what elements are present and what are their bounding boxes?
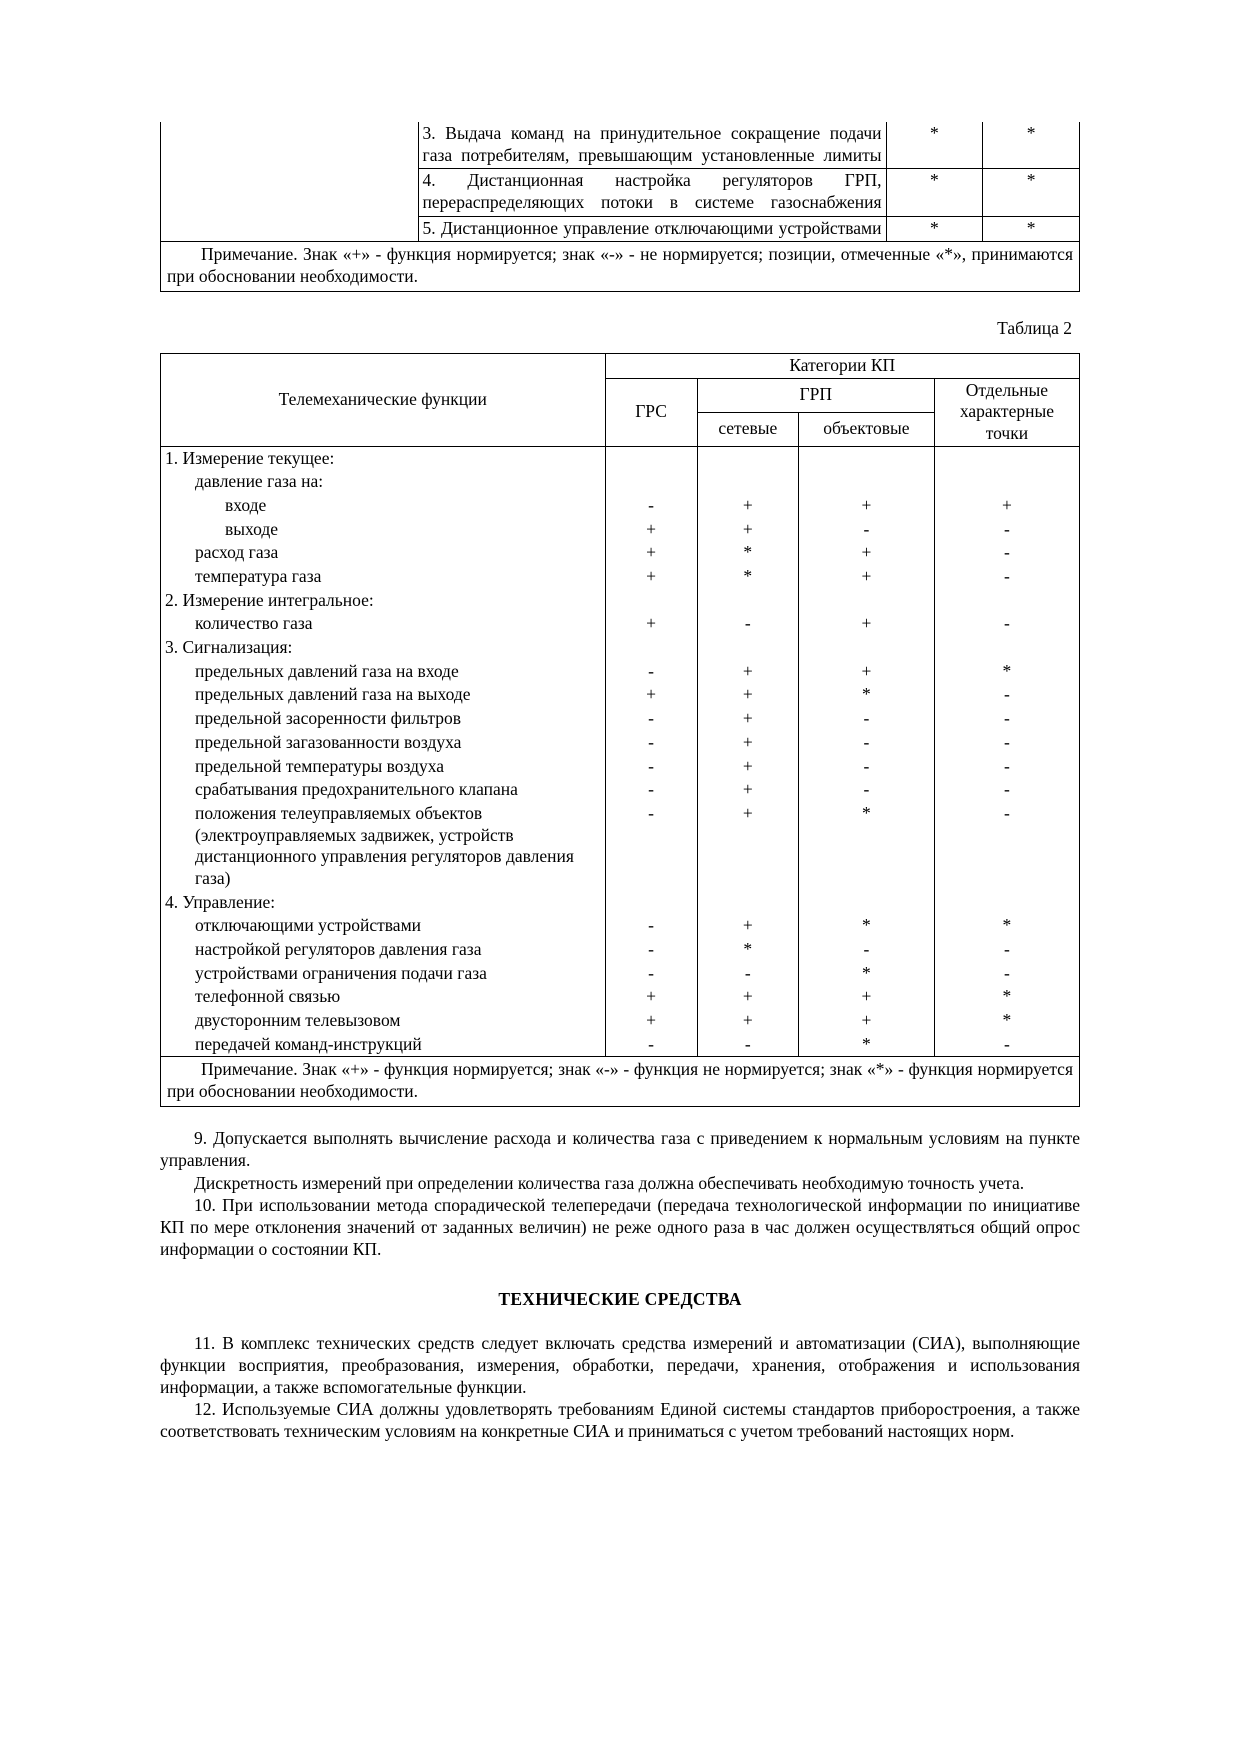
table1-function-description: 5. Дистанционное управление отключающими устройствами bbox=[418, 216, 886, 242]
table2-value-grp-network: + bbox=[697, 985, 798, 1009]
table2-value-grp-network: - bbox=[697, 1033, 798, 1057]
table2-value-separate bbox=[934, 446, 1079, 470]
table2-value-grp-object: + bbox=[798, 985, 934, 1009]
table2-header-grp-object: объектовые bbox=[798, 412, 934, 446]
table2-value-grp-object bbox=[798, 891, 934, 915]
table2-value-grs: - bbox=[605, 914, 697, 938]
table2-value-grp-object: + bbox=[798, 541, 934, 565]
table2-row bbox=[161, 612, 1080, 636]
table2-value-separate: - bbox=[934, 962, 1079, 986]
table2-function-label: передачей команд-инструкций bbox=[161, 1033, 606, 1057]
table2-value-separate: - bbox=[934, 802, 1079, 891]
table2-value-grp-object: + bbox=[798, 494, 934, 518]
table2-header-grs: ГРС bbox=[605, 378, 697, 446]
table2-value-grp-object: + bbox=[798, 1009, 934, 1033]
table2-value-grs bbox=[605, 589, 697, 613]
table2-row bbox=[161, 541, 1080, 565]
table2-function-label: 4. Управление: bbox=[161, 891, 606, 915]
table2-value-grs: - bbox=[605, 778, 697, 802]
table2-function-label: телефонной связью bbox=[161, 985, 606, 1009]
table2-value-grp-object: + bbox=[798, 565, 934, 589]
table2-function-label: температура газа bbox=[161, 565, 606, 589]
table2-function-label: срабатывания предохранительного клапана bbox=[161, 778, 606, 802]
table2-value-grs: + bbox=[605, 518, 697, 542]
table1-mark-col1: * bbox=[886, 169, 983, 216]
table-row bbox=[161, 122, 1080, 169]
table2-value-grp-object: - bbox=[798, 778, 934, 802]
table2-value-grs: - bbox=[605, 1033, 697, 1057]
table2-value-grs: - bbox=[605, 731, 697, 755]
table2-value-separate: - bbox=[934, 565, 1079, 589]
table2-value-grp-network: + bbox=[697, 494, 798, 518]
table2-function-label: предельной засоренности фильтров bbox=[161, 707, 606, 731]
table2-value-grp-network: * bbox=[697, 541, 798, 565]
table2-row bbox=[161, 731, 1080, 755]
table2-value-separate: - bbox=[934, 707, 1079, 731]
table2-row bbox=[161, 778, 1080, 802]
table2-value-grs bbox=[605, 891, 697, 915]
table2-value-separate: * bbox=[934, 985, 1079, 1009]
table2-value-grp-network: * bbox=[697, 938, 798, 962]
table2-value-grp-network: + bbox=[697, 755, 798, 779]
table1-function-description: 3. Выдача команд на принудительное сокращение подачи газа потребителям, превышающим установленные лимиты bbox=[418, 122, 886, 169]
table2-row bbox=[161, 938, 1080, 962]
table2-value-grp-network bbox=[697, 891, 798, 915]
table2-value-separate bbox=[934, 589, 1079, 613]
table2-value-separate: - bbox=[934, 518, 1079, 542]
table2-value-grs: - bbox=[605, 755, 697, 779]
body-text-block-1 bbox=[160, 1127, 1080, 1260]
table2-value-grp-network: + bbox=[697, 778, 798, 802]
table2-value-grp-network: + bbox=[697, 1009, 798, 1033]
table2-value-grp-object: + bbox=[798, 612, 934, 636]
table2-value-separate: - bbox=[934, 755, 1079, 779]
body-text-block-2 bbox=[160, 1332, 1080, 1443]
table2-value-grs: + bbox=[605, 1009, 697, 1033]
table2-row bbox=[161, 802, 1080, 891]
table2-function-label: устройствами ограничения подачи газа bbox=[161, 962, 606, 986]
table2-header-row-1 bbox=[161, 353, 1080, 378]
table-1-continuation bbox=[160, 122, 1080, 292]
table2-function-label: 1. Измерение текущее: bbox=[161, 446, 606, 470]
table2-value-grp-network bbox=[697, 470, 798, 494]
table2-value-grs: + bbox=[605, 565, 697, 589]
table2-value-grp-object: - bbox=[798, 938, 934, 962]
table2-function-label: входе bbox=[161, 494, 606, 518]
table2-header-grp: ГРП bbox=[697, 378, 934, 412]
table2-row bbox=[161, 707, 1080, 731]
table2-header-categories: Категории КП bbox=[605, 353, 1080, 378]
table2-value-grp-network: + bbox=[697, 518, 798, 542]
table-2 bbox=[160, 353, 1080, 1107]
table2-value-grp-object: - bbox=[798, 707, 934, 731]
table2-value-separate: - bbox=[934, 612, 1079, 636]
table2-value-grs: - bbox=[605, 707, 697, 731]
table2-value-separate: + bbox=[934, 494, 1079, 518]
table2-value-separate: - bbox=[934, 683, 1079, 707]
table2-value-grs: - bbox=[605, 938, 697, 962]
table2-row bbox=[161, 985, 1080, 1009]
table2-value-grs: + bbox=[605, 683, 697, 707]
table2-value-grp-object: - bbox=[798, 731, 934, 755]
table2-header-grp-network: сетевые bbox=[697, 412, 798, 446]
table2-row bbox=[161, 470, 1080, 494]
table2-value-grp-network: + bbox=[697, 731, 798, 755]
table2-value-grp-object: - bbox=[798, 518, 934, 542]
table2-function-label: выходе bbox=[161, 518, 606, 542]
table2-row bbox=[161, 518, 1080, 542]
table2-function-label: предельных давлений газа на выходе bbox=[161, 683, 606, 707]
table2-value-separate: * bbox=[934, 660, 1079, 684]
paragraph-10: 10. При использовании метода спорадической телепередачи (передача технологической информации по инициативе КП по мере отклонения значений от заданных величин) не реже одного раза в час должен осуществляться общий опрос информации о состоянии КП. bbox=[160, 1194, 1080, 1260]
table2-value-grp-network bbox=[697, 446, 798, 470]
table2-value-grp-object bbox=[798, 470, 934, 494]
table2-row bbox=[161, 914, 1080, 938]
table2-value-separate: * bbox=[934, 1009, 1079, 1033]
table2-row bbox=[161, 660, 1080, 684]
table1-empty-cell bbox=[161, 122, 419, 242]
paragraph-discreteness: Дискретность измерений при определении количества газа должна обеспечивать необходимую точность учета. bbox=[194, 1172, 1025, 1193]
table2-value-separate: - bbox=[934, 731, 1079, 755]
table2-value-grp-network: + bbox=[697, 802, 798, 891]
table2-note: Примечание. Знак «+» - функция нормируется; знак «-» - функция не нормируется; знак «*» - функция нормируется при обосновании необходимости. bbox=[161, 1057, 1080, 1107]
page-content bbox=[160, 122, 1080, 1443]
table2-value-grs: - bbox=[605, 660, 697, 684]
table2-value-grs: + bbox=[605, 985, 697, 1009]
table2-value-grp-network: + bbox=[697, 914, 798, 938]
table1-mark-col2: * bbox=[983, 216, 1080, 242]
table2-function-label: 2. Измерение интегральное: bbox=[161, 589, 606, 613]
table2-function-label: предельной загазованности воздуха bbox=[161, 731, 606, 755]
table2-function-label: настройкой регуляторов давления газа bbox=[161, 938, 606, 962]
table2-value-grp-network bbox=[697, 589, 798, 613]
table2-value-grp-object: * bbox=[798, 962, 934, 986]
table2-row bbox=[161, 1033, 1080, 1057]
table2-value-grp-network: + bbox=[697, 683, 798, 707]
table2-value-grs: + bbox=[605, 612, 697, 636]
table2-note-row bbox=[161, 1057, 1080, 1107]
table1-note: Примечание. Знак «+» - функция нормируется; знак «-» - не нормируется; позиции, отмеченные «*», принимаются при обосновании необходимости. bbox=[161, 242, 1080, 291]
table2-value-separate bbox=[934, 891, 1079, 915]
table1-mark-col2: * bbox=[983, 169, 1080, 216]
table2-value-separate: * bbox=[934, 914, 1079, 938]
table2-value-grs bbox=[605, 446, 697, 470]
table2-value-separate: - bbox=[934, 778, 1079, 802]
table2-value-grs: - bbox=[605, 494, 697, 518]
table2-header-separate-points: Отдельные характерные точки bbox=[934, 378, 1079, 446]
table2-value-separate: - bbox=[934, 938, 1079, 962]
table2-value-grp-object bbox=[798, 446, 934, 470]
table2-value-separate: - bbox=[934, 1033, 1079, 1057]
table2-function-label: давление газа на: bbox=[161, 470, 606, 494]
table2-value-grs: - bbox=[605, 802, 697, 891]
table2-value-grp-object: * bbox=[798, 914, 934, 938]
table2-value-grs bbox=[605, 470, 697, 494]
table2-value-grp-object bbox=[798, 589, 934, 613]
table1-mark-col2: * bbox=[983, 122, 1080, 169]
table2-value-grp-object bbox=[798, 636, 934, 660]
table2-value-grp-object: * bbox=[798, 802, 934, 891]
table2-value-separate: - bbox=[934, 541, 1079, 565]
table2-value-grp-object: + bbox=[798, 660, 934, 684]
table2-row bbox=[161, 891, 1080, 915]
table2-value-grp-object: - bbox=[798, 755, 934, 779]
table2-function-label: положения телеуправляемых объектов (электроуправляемых задвижек, устройств дистанционного управления регуляторов давления газа) bbox=[161, 802, 606, 891]
table2-row bbox=[161, 446, 1080, 470]
table2-value-grs: - bbox=[605, 962, 697, 986]
table1-function-description: 4. Дистанционная настройка регуляторов ГРП, перераспределяющих потоки в системе газоснабжения bbox=[418, 169, 886, 216]
table2-row bbox=[161, 683, 1080, 707]
table1-mark-col1: * bbox=[886, 122, 983, 169]
table2-value-grp-object: * bbox=[798, 1033, 934, 1057]
paragraph-12: 12. Используемые СИА должны удовлетворять требованиям Единой системы стандартов приборостроения, а также соответствовать техническим условиям на конкретные СИА и приниматься с учетом требований настоящих норм. bbox=[160, 1399, 1080, 1442]
table2-value-grp-network: - bbox=[697, 962, 798, 986]
table2-row bbox=[161, 589, 1080, 613]
table2-value-grp-network bbox=[697, 636, 798, 660]
table2-value-separate bbox=[934, 636, 1079, 660]
table2-value-grp-network: * bbox=[697, 565, 798, 589]
table2-function-label: предельной температуры воздуха bbox=[161, 755, 606, 779]
table2-function-label: 3. Сигнализация: bbox=[161, 636, 606, 660]
section-heading-technical-means: ТЕХНИЧЕСКИЕ СРЕДСТВА bbox=[498, 1288, 742, 1309]
paragraph-9: 9. Допускается выполнять вычисление расхода и количества газа с приведением к нормальным условиям на пункте управления. bbox=[160, 1128, 1080, 1171]
table2-value-grp-network: + bbox=[697, 660, 798, 684]
table2-function-label: предельных давлений газа на входе bbox=[161, 660, 606, 684]
table1-mark-col1: * bbox=[886, 216, 983, 242]
table2-header-functions: Телемеханические функции bbox=[161, 353, 606, 446]
table-2-caption: Таблица 2 bbox=[997, 317, 1072, 338]
table2-function-label: количество газа bbox=[161, 612, 606, 636]
table2-row bbox=[161, 755, 1080, 779]
table2-row bbox=[161, 1009, 1080, 1033]
table2-row bbox=[161, 565, 1080, 589]
table2-function-label: расход газа bbox=[161, 541, 606, 565]
table2-value-separate bbox=[934, 470, 1079, 494]
table2-function-label: отключающими устройствами bbox=[161, 914, 606, 938]
table2-value-grp-object: * bbox=[798, 683, 934, 707]
paragraph-11: 11. В комплекс технических средств следует включать средства измерений и автоматизации (СИА), выполняющие функции восприятия, преобразования, измерения, обработки, передачи, хранения, отображения и использования информации, а также вспомогательные функции. bbox=[160, 1332, 1080, 1397]
table2-value-grs: + bbox=[605, 541, 697, 565]
table2-value-grs bbox=[605, 636, 697, 660]
table2-value-grp-network: + bbox=[697, 707, 798, 731]
table1-note-row bbox=[161, 242, 1080, 291]
table2-row bbox=[161, 494, 1080, 518]
table2-row bbox=[161, 962, 1080, 986]
table2-function-label: двусторонним телевызовом bbox=[161, 1009, 606, 1033]
table2-row bbox=[161, 636, 1080, 660]
table2-value-grp-network: - bbox=[697, 612, 798, 636]
